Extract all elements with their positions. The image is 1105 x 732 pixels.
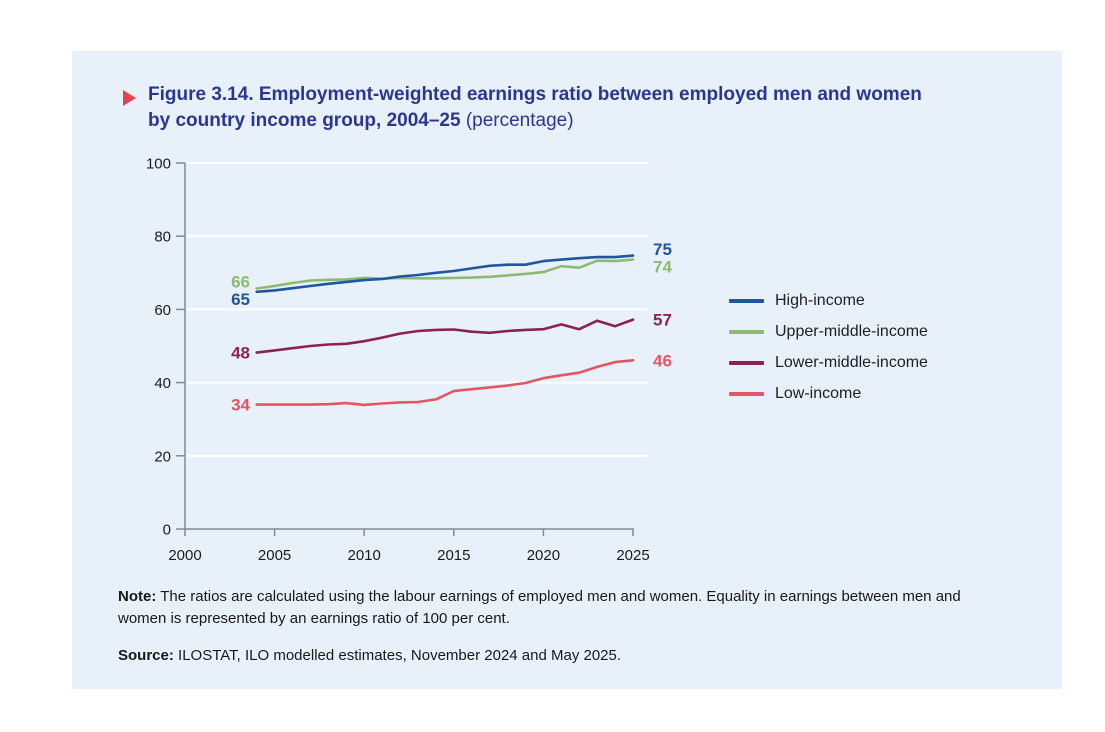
series-start-label: 48: [231, 343, 250, 363]
legend-swatch: [729, 330, 764, 334]
figure-source: [118, 645, 974, 667]
legend-item: [729, 347, 928, 378]
series-line-lower-middle-income: [257, 320, 633, 353]
figure-card: [72, 51, 1062, 689]
series-start-label: 66: [231, 272, 250, 292]
legend-label: Low-income: [775, 384, 862, 402]
x-axis-tick-label: 2015: [437, 547, 471, 564]
x-axis-tick-label: 2010: [347, 547, 381, 564]
legend-label: Lower-middle-income: [775, 353, 928, 371]
series-start-label: 34: [231, 395, 250, 415]
source-label: Source:: [118, 647, 174, 664]
note-text: The ratios are calculated using the labour earnings of employed men and women. Equality in earnings between men and women is represented by an earnings ratio of 100 per cent.: [118, 588, 961, 627]
legend-swatch: [729, 392, 764, 396]
legend-label: Upper-middle-income: [775, 322, 928, 340]
line-chart: [72, 51, 772, 596]
chart-legend: [729, 285, 928, 409]
y-axis-tick-label: 100: [145, 155, 171, 173]
x-axis-tick-label: 2025: [616, 547, 650, 564]
legend-item: [729, 378, 928, 409]
series-end-label: 75: [653, 239, 672, 259]
y-axis-tick-label: 40: [154, 375, 171, 393]
figure-title-text: Figure 3.14. Employment-weighted earnings ratio between employed men and women by country income group, 2004–25: [148, 84, 922, 131]
figure-note: [118, 586, 974, 630]
series-end-label: 74: [653, 257, 672, 277]
source-text: ILOSTAT, ILO modelled estimates, November 2024 and May 2025.: [178, 647, 622, 664]
series-end-label: 46: [653, 351, 672, 371]
legend-swatch: [729, 299, 764, 303]
x-axis-tick-label: 2000: [168, 547, 202, 564]
figure-title-suffix: (percentage): [465, 110, 574, 131]
y-axis-tick-label: 20: [154, 448, 171, 466]
y-axis-tick-label: 0: [162, 521, 171, 539]
note-label: Note:: [118, 588, 157, 605]
x-axis-tick-label: 2005: [257, 547, 292, 564]
series-line-upper-middle-income: [257, 260, 633, 289]
legend-swatch: [729, 361, 764, 365]
series-end-label: 57: [653, 310, 672, 330]
series-line-high-income: [257, 256, 633, 292]
legend-item: [729, 316, 928, 347]
legend-item: [729, 285, 928, 316]
x-axis-tick-label: 2020: [526, 547, 561, 564]
legend-label: High-income: [775, 291, 865, 309]
series-start-label: 65: [231, 289, 250, 309]
y-axis-tick-label: 60: [154, 301, 171, 319]
y-axis-tick-label: 80: [154, 228, 171, 246]
